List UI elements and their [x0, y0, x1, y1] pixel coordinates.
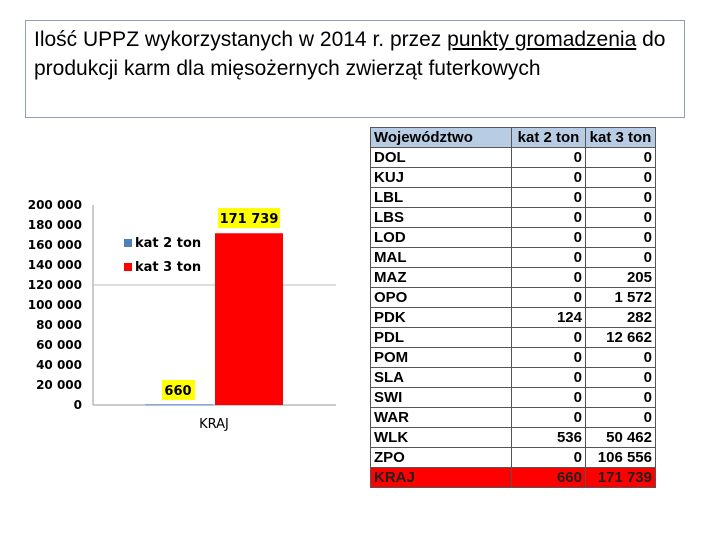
cell-region: WAR — [371, 408, 512, 428]
table-row — [371, 148, 656, 168]
cell-kat2: 0 — [512, 208, 586, 228]
title-part-3: do produkcji karm dla mięsożernych zwierząt futerkowych — [34, 28, 666, 80]
y-tick-label: 60 000 — [36, 338, 82, 352]
cell-kat2: 660 — [512, 468, 586, 488]
cell-region: LBS — [371, 208, 512, 228]
cell-kat2: 0 — [512, 388, 586, 408]
cell-kat3: 0 — [586, 228, 656, 248]
cell-region: PDL — [371, 328, 512, 348]
cell-region: DOL — [371, 148, 512, 168]
cell-kat2: 0 — [512, 168, 586, 188]
cell-kat3: 0 — [586, 248, 656, 268]
cell-kat2: 0 — [512, 368, 586, 388]
legend-swatch-kat3 — [124, 263, 132, 271]
cell-region: PDK — [371, 308, 512, 328]
title-part-1: Ilość UPPZ wykorzystanych w 2014 r. przez — [34, 28, 448, 51]
cell-region: KUJ — [371, 168, 512, 188]
x-category-label: KRAJ — [199, 417, 229, 432]
table-row — [371, 308, 656, 328]
page-title — [34, 25, 676, 83]
cell-kat3: 0 — [586, 388, 656, 408]
cell-kat3: 205 — [586, 268, 656, 288]
table-row — [371, 168, 656, 188]
cell-region: ZPO — [371, 448, 512, 468]
cell-kat3: 0 — [586, 148, 656, 168]
legend-label-kat2: kat 2 ton — [135, 236, 202, 251]
cell-kat2: 0 — [512, 408, 586, 428]
y-tick-label: 80 000 — [36, 318, 82, 332]
table-row — [371, 448, 656, 468]
cell-region: OPO — [371, 288, 512, 308]
cell-region: LOD — [371, 228, 512, 248]
cell-kat3: 0 — [586, 168, 656, 188]
cell-kat3: 1 572 — [586, 288, 656, 308]
table-row — [371, 408, 656, 428]
bar-kat3 — [215, 233, 283, 405]
bar-chart — [0, 180, 345, 440]
y-tick-label: 200 000 — [27, 198, 82, 212]
cell-region: LBL — [371, 188, 512, 208]
cell-kat3: 0 — [586, 408, 656, 428]
data-table — [370, 127, 656, 488]
legend-swatch-kat2 — [124, 239, 132, 247]
table-row — [371, 288, 656, 308]
cell-kat2: 0 — [512, 148, 586, 168]
cell-kat2: 0 — [512, 188, 586, 208]
cell-kat3: 282 — [586, 308, 656, 328]
cell-region: MAZ — [371, 268, 512, 288]
table-row — [371, 248, 656, 268]
table-row — [371, 328, 656, 348]
cell-kat3: 12 662 — [586, 328, 656, 348]
cell-kat2: 536 — [512, 428, 586, 448]
cell-kat3: 106 556 — [586, 448, 656, 468]
cell-kat2: 0 — [512, 228, 586, 248]
bar-kat2 — [145, 404, 213, 405]
y-tick-label: 160 000 — [27, 238, 82, 252]
cell-kat2: 0 — [512, 328, 586, 348]
cell-kat3: 50 462 — [586, 428, 656, 448]
cell-kat2: 0 — [512, 348, 586, 368]
cell-kat3: 0 — [586, 188, 656, 208]
table-row — [371, 348, 656, 368]
cell-region: KRAJ — [371, 468, 512, 488]
y-tick-label: 0 — [73, 398, 82, 412]
cell-kat2: 0 — [512, 268, 586, 288]
y-tick-label: 180 000 — [27, 218, 82, 232]
cell-kat2: 0 — [512, 248, 586, 268]
cell-region: WLK — [371, 428, 512, 448]
table-row — [371, 228, 656, 248]
cell-kat2: 0 — [512, 288, 586, 308]
table-row — [371, 268, 656, 288]
cell-region: SLA — [371, 368, 512, 388]
cell-kat3: 0 — [586, 348, 656, 368]
cell-kat2: 0 — [512, 448, 586, 468]
title-box — [25, 20, 685, 118]
cell-region: MAL — [371, 248, 512, 268]
table-row — [371, 368, 656, 388]
data-label-kat3: 171 739 — [219, 212, 279, 227]
cell-kat2: 124 — [512, 308, 586, 328]
y-tick-label: 100 000 — [27, 298, 82, 312]
header-wojewodztwo: Województwo — [371, 128, 512, 148]
cell-region: SWI — [371, 388, 512, 408]
y-tick-label: 120 000 — [27, 278, 82, 292]
table-row — [371, 188, 656, 208]
cell-kat3: 0 — [586, 208, 656, 228]
table-row — [371, 428, 656, 448]
cell-kat3: 171 739 — [586, 468, 656, 488]
table-total-row — [371, 468, 656, 488]
legend-label-kat3: kat 3 ton — [135, 260, 202, 275]
header-kat2: kat 2 ton — [512, 128, 586, 148]
table-row — [371, 208, 656, 228]
y-tick-label: 20 000 — [36, 378, 82, 392]
y-tick-label: 140 000 — [27, 258, 82, 272]
title-link-text: punkty gromadzenia — [447, 28, 637, 51]
cell-region: POM — [371, 348, 512, 368]
cell-kat3: 0 — [586, 368, 656, 388]
data-label-kat2: 660 — [164, 384, 192, 399]
y-tick-label: 40 000 — [36, 358, 82, 372]
table-header-row — [371, 128, 656, 148]
table-row — [371, 388, 656, 408]
header-kat3: kat 3 ton — [586, 128, 656, 148]
